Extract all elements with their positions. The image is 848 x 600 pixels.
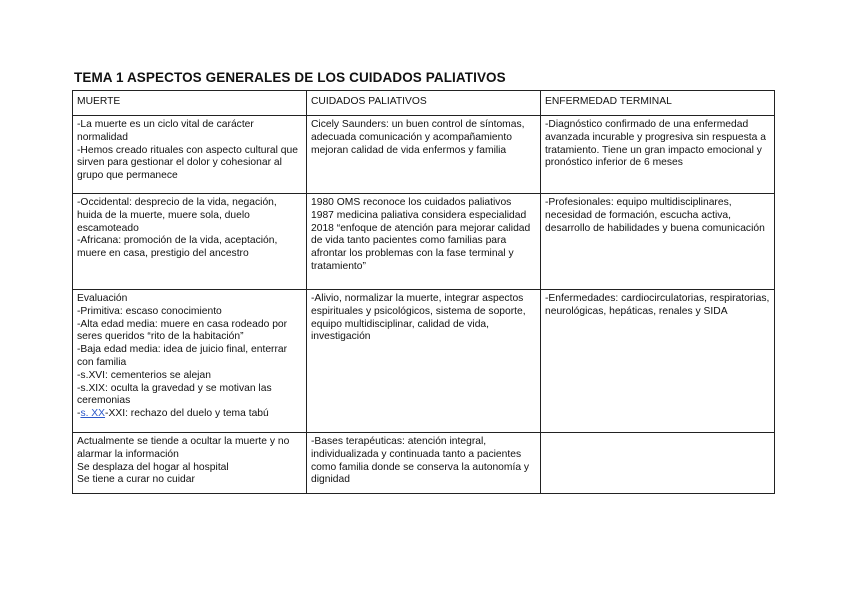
header-muerte: MUERTE [73, 91, 307, 116]
table-cell [307, 116, 541, 194]
cell-line: -Bases terapéuticas: atención integral, individualizada y continuada tanto a pacientes como familia donde se conserva la autonomía y dignidad [311, 436, 530, 486]
table-cell [73, 433, 307, 494]
table-header-row [73, 91, 775, 116]
cell-line: -Profesionales: equipo multidisciplinares, necesidad de formación, escucha activa, desarrollo de habilidades y buena comunicación [545, 197, 765, 234]
cell-line: Se desplaza del hogar al hospital [77, 461, 229, 473]
document-page [72, 70, 774, 494]
page-title: TEMA 1 ASPECTOS GENERALES DE LOS CUIDADOS PALIATIVOS [74, 70, 506, 85]
cell-line: 1980 OMS reconoce los cuidados paliativos [311, 197, 512, 208]
cell-line: -Alivio, normalizar la muerte, integrar aspectos espirituales y psicológicos, sistema de soporte, equipo multidisciplinar, calidad de vida, investigación [311, 293, 526, 343]
table-row [73, 290, 775, 433]
cell-line: -Alta edad media: muere en casa rodeado por seres queridos “rito de la habitación” [77, 318, 288, 343]
header-enfermedad-terminal: ENFERMEDAD TERMINAL [541, 91, 775, 116]
cell-line: -Hemos creado rituales con aspecto cultural que sirven para gestionar el dolor y cohesionar al grupo que permanece [77, 144, 298, 182]
cell-line: Se tiene a curar no cuidar [77, 474, 195, 486]
table-cell-empty [541, 433, 775, 494]
cell-line: 2018 “enfoque de atención para mejorar calidad de vida tanto pacientes como familias para afrontar los problemas con la fase terminal y tratamiento” [311, 222, 531, 272]
line-prefix: - [77, 408, 81, 420]
table-row [73, 194, 775, 290]
table-cell [73, 116, 307, 194]
table-row [73, 116, 775, 194]
cell-line: -s.XIX: oculta la gravedad y se motivan las ceremonias [77, 382, 272, 407]
table-cell [73, 290, 307, 433]
table-row [73, 433, 775, 494]
cell-line: -Enfermedades: cardiocirculatorias, respiratorias, neurológicas, hepáticas, renales y SIDA [545, 293, 770, 317]
table-cell [541, 116, 775, 194]
table-cell [73, 194, 307, 290]
cell-line: Cicely Saunders: un buen control de síntomas, adecuada comunicación y acompañamiento mejoran calidad de vida enfermos y familia [311, 119, 525, 156]
summary-table [72, 90, 775, 494]
line-suffix: -XXI: rechazo del duelo y tema tabú [105, 408, 269, 420]
cell-line-with-link [77, 408, 302, 421]
s-xx-link[interactable]: s. XX [80, 408, 106, 420]
cell-line: -Primitiva: escaso conocimiento [77, 305, 222, 317]
cell-line: -La muerte es un ciclo vital de carácter normalidad [77, 119, 254, 143]
cell-line: -Diagnóstico confirmado de una enfermedad avanzada incurable y progresiva sin respuesta a tratamiento. Tiene un gran impacto emocional y pronóstico inferior de 6 meses [545, 119, 766, 169]
cell-line: -Baja edad media: idea de juicio final, enterrar con familia [77, 344, 288, 368]
cell-line: -Africana: promoción de la vida, aceptación, muere en casa, prestigio del ancestro [77, 235, 278, 260]
table-cell [541, 290, 775, 433]
table-cell [541, 194, 775, 290]
cell-line: Evaluación [77, 293, 128, 304]
cell-line: 1987 medicina paliativa considera especialidad [311, 209, 527, 221]
header-cuidados-paliativos: CUIDADOS PALIATIVOS [307, 91, 541, 116]
cell-line: -s.XVI: cementerios se alejan [77, 369, 211, 381]
table-cell [307, 290, 541, 433]
table-cell [307, 194, 541, 290]
table-cell [307, 433, 541, 494]
cell-line: -Occidental: desprecio de la vida, negación, huida de la muerte, muere sola, duelo escamoteado [77, 197, 277, 234]
cell-line: Actualmente se tiende a ocultar la muerte y no alarmar la información [77, 436, 290, 460]
